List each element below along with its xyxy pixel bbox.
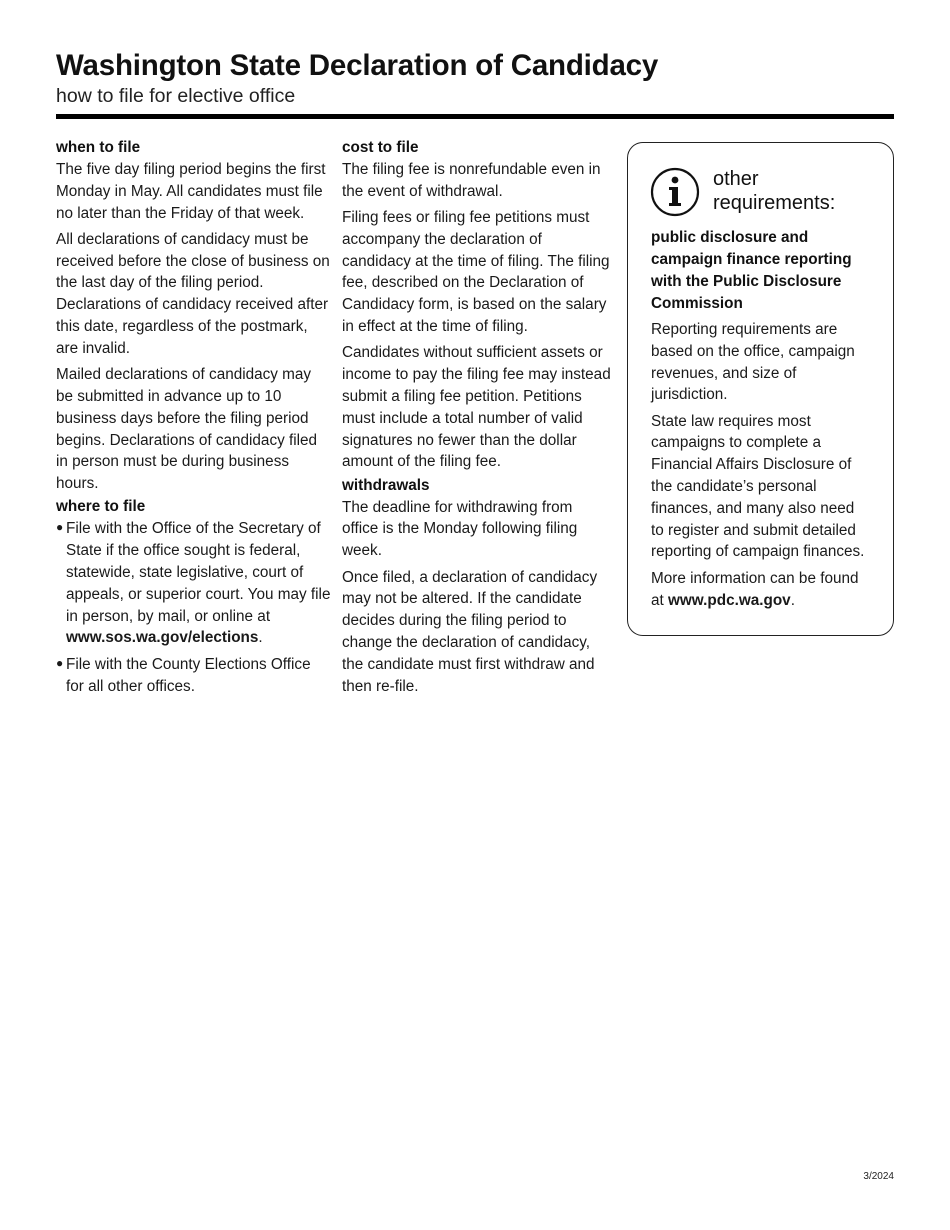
where-to-file-heading: where to file [56,498,146,516]
cost-to-file-heading: cost to file [342,139,419,156]
cost-to-file-paragraph: Filing fees or filing fee petitions must accompany the declaration of candidacy at the time of filing. The filing fee, described on the Declaration of Candidacy form, is based on the salary in effect at the time of filing. [342,209,610,336]
cost-to-file-paragraph: Candidates without sufficient assets or income to pay the filing fee may instead submit a filing fee petition. Petitions must include a total number of valid signatures no fewer than the dollar amount of the filing fee. [342,344,611,471]
box-header [651,165,870,217]
info-icon [650,167,700,217]
header-divider [56,114,894,119]
withdrawals-section [342,475,612,698]
withdrawals-paragraph: Once filed, a declaration of candidacy may not be altered. If the candidate decides during the filing period to change the declaration of candidacy, the candidate must first withdraw and then re-file. [342,568,598,695]
revision-date: 3/2024 [863,1171,894,1182]
where-to-file-text: File with the County Elections Office for all other offices. [66,655,311,695]
document-page [56,48,894,695]
list-item [56,518,331,649]
bullet-icon: ● [56,520,64,535]
list-item [56,654,331,698]
where-to-file-text: File with the Office of the Secretary of State if the office sought is federal, statewide, state legislative, court of appeals, or superior court. You may file in person, by mail, or online at [66,520,331,625]
pdc-website-link[interactable]: www.pdc.wa.gov [668,591,791,609]
punctuation: . [790,591,795,609]
where-to-file-list [56,518,331,697]
withdrawals-paragraph: The deadline for withdrawing from office is the Monday following filing week. [342,498,578,560]
more-info-text: More information can be found at [651,569,859,609]
page-title: Washington State Declaration of Candidacy [56,49,659,82]
when-to-file-section [56,137,331,495]
sos-website-link[interactable]: www.sos.wa.gov/elections [66,629,259,647]
when-to-file-paragraph: All declarations of candidacy must be received before the close of business on the last day of the filing period. Declarations of candidacy received after this date, regardless of the postmark, are invalid. [56,230,330,357]
cost-to-file-paragraph: The filing fee is nonrefundable even in the event of withdrawal. [342,161,601,200]
requirements-paragraph: Reporting requirements are based on the office, campaign revenues, and size of jurisdiction. [651,321,855,404]
other-requirements-box [627,142,894,636]
page-subtitle: how to file for elective office [56,85,296,107]
column-middle [342,137,612,702]
when-to-file-paragraph: Mailed declarations of candidacy may be submitted in advance up to 10 business days before the filing period begins. Declarations of candidacy filed in person must be during business hours. [56,366,318,493]
column-left [56,137,331,702]
public-disclosure-heading: public disclosure and campaign finance reporting with the Public Disclosure Commission [651,229,852,312]
other-requirements-title: other requirements: [713,168,836,214]
column-right [627,142,894,636]
cost-to-file-section [342,137,612,473]
bullet-icon: ● [56,655,64,670]
punctuation: . [258,629,263,647]
withdrawals-heading: withdrawals [342,476,430,494]
when-to-file-heading: when to file [56,139,141,156]
more-info-paragraph [651,568,870,612]
when-to-file-paragraph: The five day filing period begins the first Monday in May. All candidates must file no later than the Friday of that week. [56,161,326,222]
requirements-paragraph: State law requires most campaigns to complete a Financial Affairs Disclosure of the candidate’s personal finances, and many also need to register and submit detailed reporting of campaign finances. [651,412,865,561]
where-to-file-section [56,496,331,697]
